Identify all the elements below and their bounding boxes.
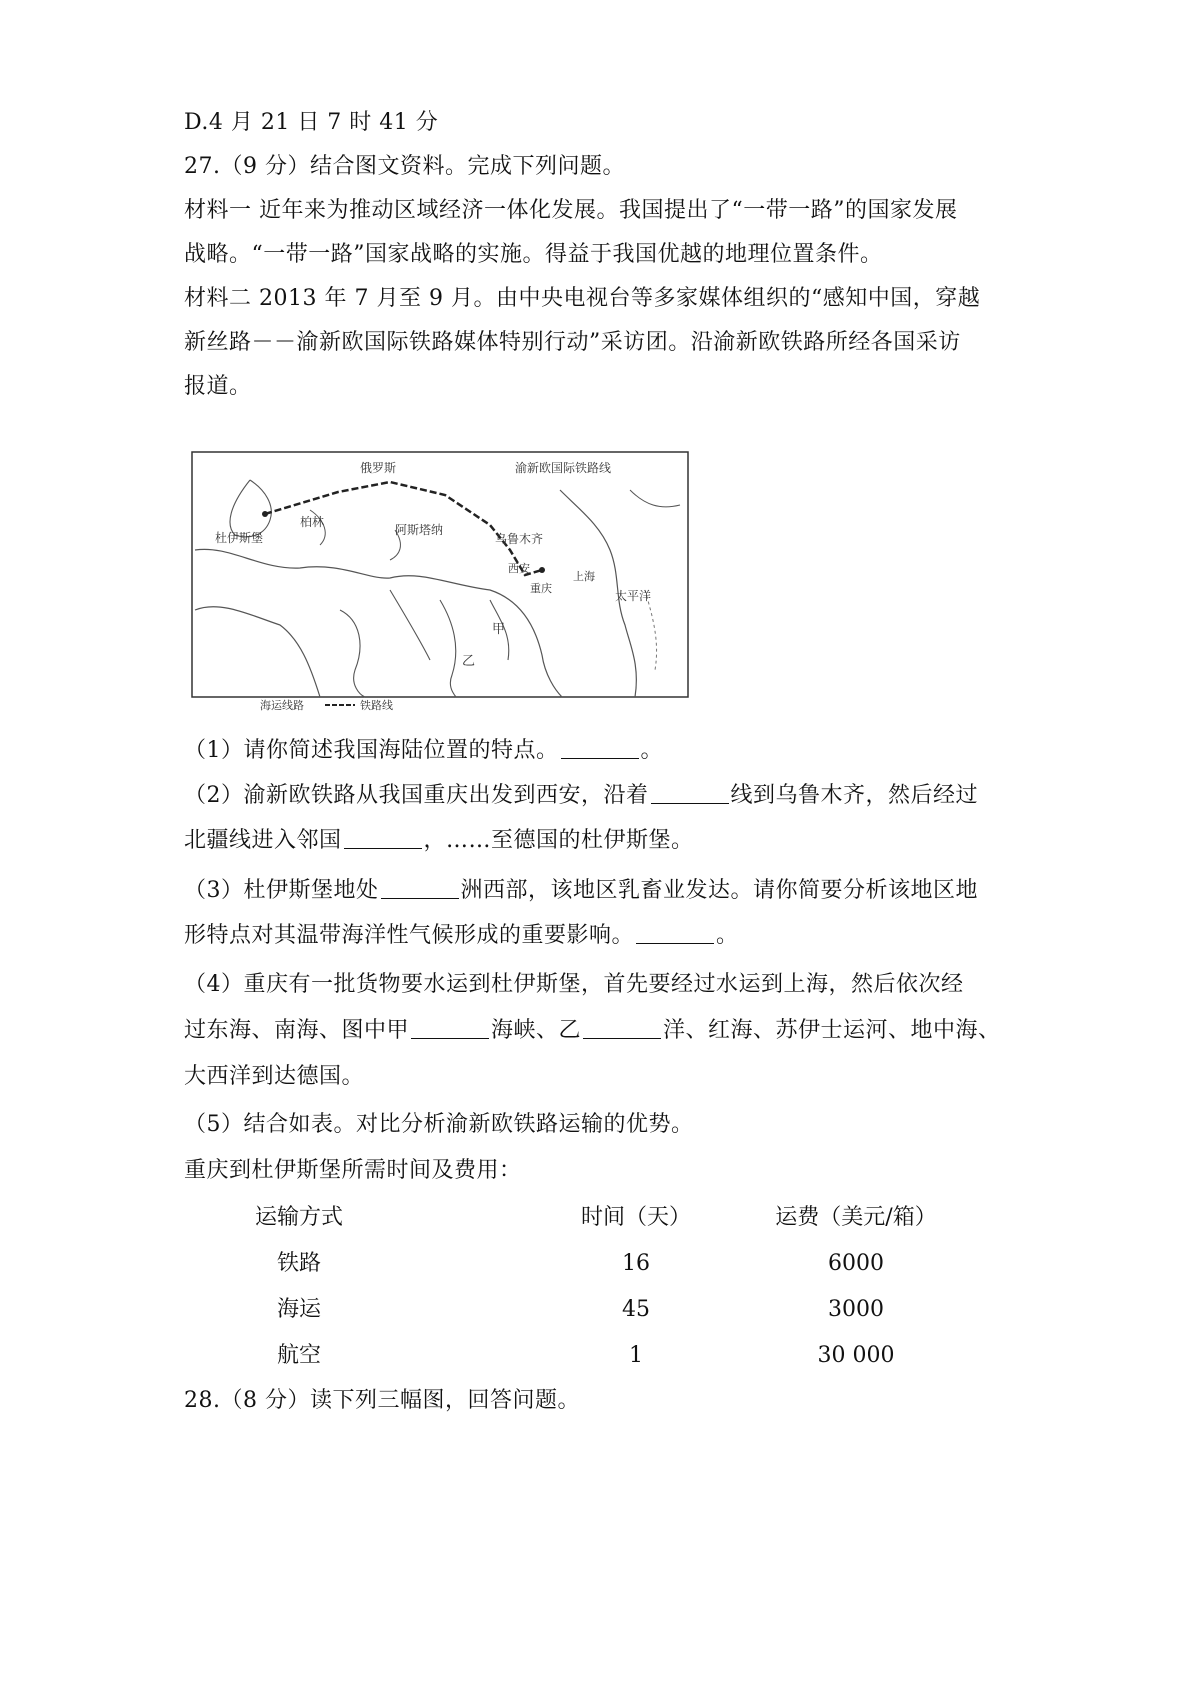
table-cell: 30 000 — [817, 1343, 895, 1368]
answer-blank-4a[interactable] — [411, 1016, 489, 1039]
map-label-shanghai: 上海 — [573, 570, 595, 583]
question-27-2-line-1 — [184, 781, 978, 811]
material-2-line-1: 材料二 2013 年 7 月至 9 月。由中央电视台等多家媒体组织的“感知中国，穿越 — [184, 286, 981, 311]
map-label-jia: 甲 — [492, 622, 506, 637]
q2-text-a: （2）渝新欧铁路从我国重庆出发到西安，沿着 — [184, 783, 649, 808]
question-27-2-line-2 — [184, 826, 694, 856]
question-27-3-line-1 — [184, 876, 978, 906]
q1-tail: 。 — [640, 738, 664, 763]
answer-blank-2a[interactable] — [651, 781, 729, 804]
q2-text-c: 北疆线进入邻国 — [184, 828, 342, 853]
table-header: 时间（天） — [580, 1205, 691, 1230]
table-row — [184, 1249, 944, 1279]
answer-blank-4b[interactable] — [583, 1016, 661, 1039]
table-title: 重庆到杜伊斯堡所需时间及费用： — [184, 1158, 522, 1183]
q4-text-b: 海峡、乙 — [491, 1018, 582, 1043]
q1-text: （1）请你简述我国海陆位置的特点。 — [184, 738, 559, 763]
question-27-3-line-2 — [184, 921, 739, 951]
question-27-4-line-3: 大西洋到达德国。 — [184, 1064, 365, 1089]
q2-text-d: ，……至德国的杜伊斯堡。 — [423, 828, 694, 853]
q3-text-b: 洲西部，该地区乳畜业发达。请你简要分析该地区地 — [460, 878, 979, 903]
material-2-line-2: 新丝路－－渝新欧国际铁路媒体特别行动”采访团。沿渝新欧铁路所经各国采访 — [184, 330, 961, 355]
option-d-line: D.4 月 21 日 7 时 41 分 — [184, 110, 439, 135]
question-27-4-line-1: （4）重庆有一批货物要水运到杜伊斯堡，首先要经过水运到上海，然后依次经 — [184, 972, 964, 997]
q3-text-c: 形特点对其温带海洋性气候形成的重要影响。 — [184, 923, 635, 948]
q4-text-a: 过东海、南海、图中甲 — [184, 1018, 410, 1043]
material-2-line-3: 报道。 — [184, 374, 252, 399]
material-1-line-1: 材料一 近年来为推动区域经济一体化发展。我国提出了“一带一路”的国家发展 — [184, 198, 958, 223]
table-cell: 1 — [629, 1343, 643, 1368]
map-label-title: 渝新欧国际铁路线 — [515, 461, 612, 475]
table-cell: 航空 — [276, 1343, 321, 1368]
map-label-chongqing: 重庆 — [530, 582, 552, 595]
map-legend-rail: 铁路线 — [360, 699, 393, 712]
q2-text-b: 线到乌鲁木齐，然后经过 — [730, 783, 979, 808]
table-row — [184, 1341, 944, 1371]
railway-map — [190, 450, 690, 712]
map-legend-sea: 海运线路 — [260, 699, 304, 712]
answer-blank-3a[interactable] — [381, 876, 459, 899]
table-cell: 铁路 — [276, 1251, 321, 1276]
question-27-1 — [184, 736, 663, 766]
q3-text-a: （3）杜伊斯堡地处 — [184, 878, 379, 903]
table-cell: 3000 — [828, 1297, 884, 1322]
table-cell: 45 — [622, 1297, 650, 1322]
map-label-ocean: 太平洋 — [615, 589, 652, 603]
table-header: 运费（美元/箱） — [775, 1205, 937, 1230]
q4-text-c: 洋、红海、苏伊士运河、地中海、 — [663, 1018, 1001, 1043]
map-label-berlin: 柏林 — [300, 515, 325, 529]
map-label-russia: 俄罗斯 — [360, 461, 397, 475]
q3-text-d: 。 — [716, 923, 739, 948]
map-label-xian: 西安 — [508, 562, 530, 575]
map-label-astana: 阿斯塔纳 — [395, 523, 444, 537]
table-cell: 海运 — [276, 1297, 321, 1322]
question-27-heading: 27.（9 分）结合图文资料。完成下列问题。 — [184, 154, 625, 179]
map-label-duisburg: 杜伊斯堡 — [215, 531, 264, 545]
answer-blank-2b[interactable] — [344, 826, 422, 849]
question-27-4-line-2 — [184, 1016, 1001, 1046]
answer-blank-3b[interactable] — [636, 921, 714, 944]
map-label-urumqi: 乌鲁木齐 — [495, 532, 544, 546]
table-header: 运输方式 — [254, 1205, 343, 1230]
table-cell: 6000 — [828, 1251, 884, 1276]
material-1-line-2: 战略。“一带一路”国家战略的实施。得益于我国优越的地理位置条件。 — [184, 242, 883, 267]
answer-blank-1[interactable] — [561, 736, 639, 759]
table-row — [184, 1295, 944, 1325]
table-cell: 16 — [622, 1251, 650, 1276]
question-27-5: （5）结合如表。对比分析渝新欧铁路运输的优势。 — [184, 1112, 694, 1137]
table-header-row — [184, 1203, 944, 1233]
question-28-heading: 28.（8 分）读下列三幅图，回答问题。 — [184, 1388, 580, 1413]
map-label-yi: 乙 — [462, 654, 476, 669]
